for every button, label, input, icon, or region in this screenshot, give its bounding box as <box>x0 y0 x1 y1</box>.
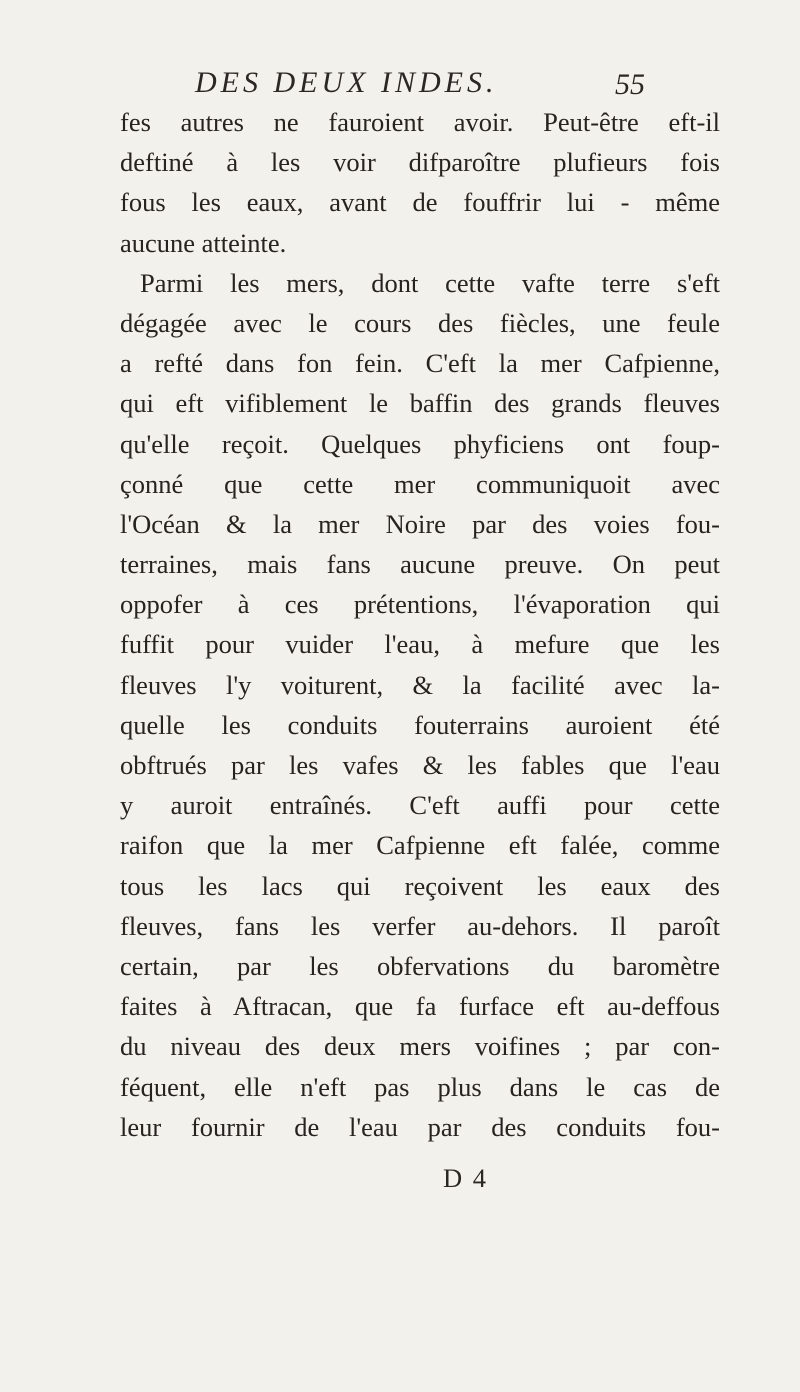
text-line: qui eft vifiblement le baffin des grands fleuves <box>120 388 720 419</box>
text-line: fleuves, fans les verfer au-dehors. Il paroît <box>120 910 720 941</box>
text-line: oppofer à ces prétentions, l'évaporation qui <box>120 589 720 620</box>
text-line: terraines, mais fans aucune preuve. On peut <box>120 549 720 580</box>
text-line: tous les lacs qui reçoivent les eaux des <box>120 870 720 901</box>
text-line: fes autres ne fauroient avoir. Peut-être eft-il <box>120 107 720 137</box>
text-line: l'Océan & la mer Noire par des voies fou- <box>120 508 720 539</box>
text-line: faites à Aftracan, que fa furface eft au-deffous <box>120 991 720 1022</box>
text-line: y auroit entraînés. C'eft auffi pour cette <box>120 790 720 821</box>
running-title: DES DEUX INDES. <box>195 66 498 99</box>
text-line: qu'elle reçoit. Quelques phyficiens ont foup- <box>120 428 720 459</box>
text-line: a refté dans fon fein. C'eft la mer Cafpienne, <box>120 348 720 379</box>
text-line: quelle les conduits fouterrains auroient été <box>120 709 720 740</box>
text-line: Parmi les mers, dont cette vafte terre s'eft <box>140 267 720 298</box>
page-number: 55 <box>615 68 645 101</box>
body-text <box>120 102 720 1147</box>
text-line: çonné que cette mer communiquoit avec <box>120 468 720 499</box>
text-line: féquent, elle n'eft pas plus dans le cas de <box>120 1071 720 1102</box>
signature-mark: D 4 <box>443 1163 489 1193</box>
text-line: fleuves l'y voiturent, & la facilité avec la- <box>120 669 720 700</box>
text-line: deftiné à les voir difparoître plufieurs fois <box>120 147 720 178</box>
text-line: du niveau des deux mers voifines ; par con- <box>120 1031 720 1062</box>
text-line: raifon que la mer Cafpienne eft falée, comme <box>120 830 720 861</box>
text-line: aucune atteinte. <box>120 227 287 258</box>
text-line: leur fournir de l'eau par des conduits fou- <box>120 1111 720 1142</box>
running-head <box>185 66 645 106</box>
text-line: fous les eaux, avant de fouffrir lui - même <box>120 187 720 218</box>
text-line: dégagée avec le cours des fiècles, une feule <box>120 307 720 338</box>
text-line: fuffit pour vuider l'eau, à mefure que les <box>120 629 720 660</box>
text-line: obftrués par les vafes & les fables que l'eau <box>120 750 720 780</box>
text-line: certain, par les obfervations du baromètre <box>120 950 720 981</box>
